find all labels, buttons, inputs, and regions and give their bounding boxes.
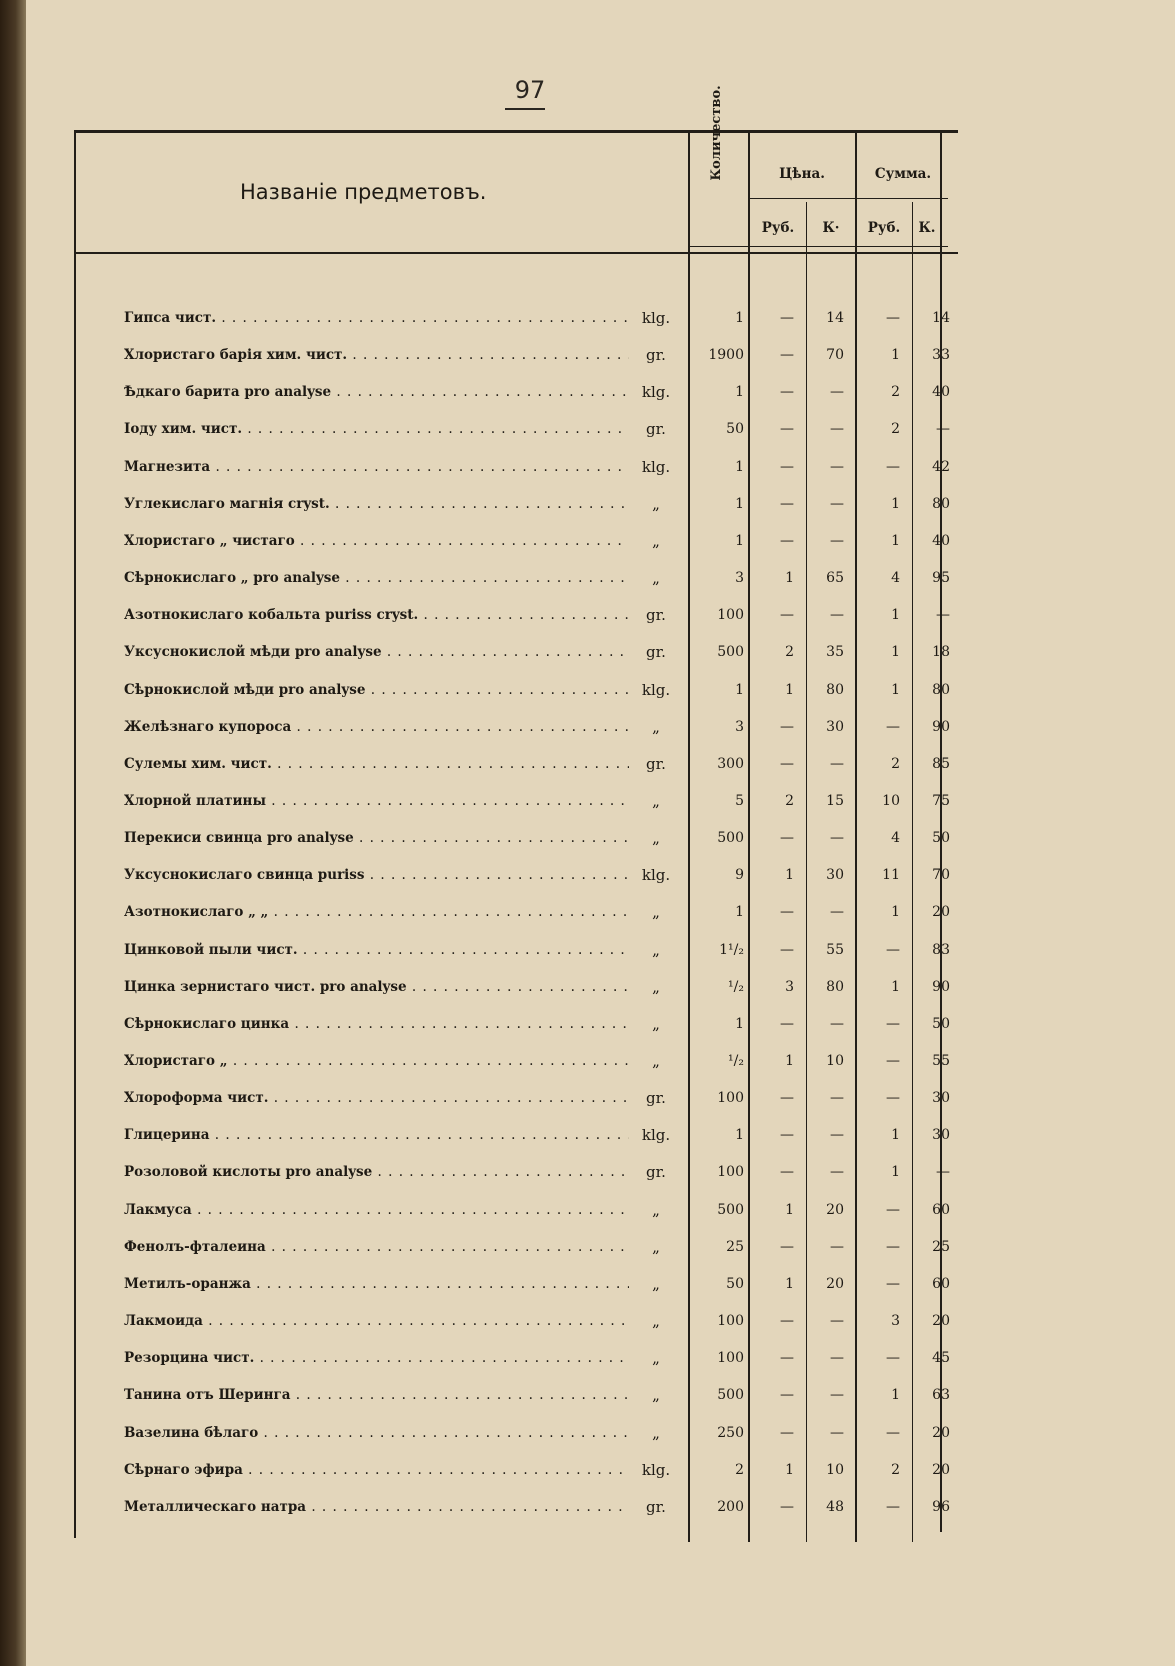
table-row xyxy=(0,417,1175,454)
item-quantity: 300 xyxy=(717,755,744,772)
item-name: Метилъ-оранжа . . . xyxy=(124,1272,629,1296)
item-quantity: 200 xyxy=(717,1498,744,1515)
table-top-rule xyxy=(74,130,958,133)
item-unit: klg. xyxy=(641,680,671,699)
item-unit: „ xyxy=(652,1237,660,1256)
table-row xyxy=(0,1421,1175,1458)
table-row xyxy=(0,1346,1175,1383)
item-sum-rub: — xyxy=(886,718,900,735)
item-price-rub: — xyxy=(780,1387,794,1404)
item-sum-kop: 30 xyxy=(932,1090,950,1107)
item-price-kop: — xyxy=(830,1238,844,1255)
item-name: Сѣрнаго эфира . . . xyxy=(124,1458,629,1482)
item-unit: „ xyxy=(652,1274,660,1293)
item-sum-kop: 33 xyxy=(932,347,950,364)
item-price-rub: — xyxy=(780,755,794,772)
item-sum-rub: 1 xyxy=(891,495,900,512)
item-price-rub: 1 xyxy=(785,1275,794,1292)
item-unit: gr. xyxy=(646,1163,666,1182)
item-sum-kop: 83 xyxy=(932,941,950,958)
table-row xyxy=(0,1012,1175,1049)
item-quantity: 1 xyxy=(735,681,744,698)
item-price-rub: 1 xyxy=(785,681,794,698)
item-sum-kop: 20 xyxy=(932,1461,950,1478)
table-row xyxy=(0,789,1175,826)
item-name: Хлористаго барія хим. чист. . . . xyxy=(124,343,629,367)
item-price-kop: 30 xyxy=(826,867,844,884)
item-sum-rub: 10 xyxy=(882,792,900,809)
table-row xyxy=(0,1272,1175,1309)
item-price-kop: — xyxy=(830,607,844,624)
table-row xyxy=(0,343,1175,380)
item-price-kop: 55 xyxy=(826,941,844,958)
item-price-rub: — xyxy=(780,1015,794,1032)
item-sum-kop: 55 xyxy=(932,1053,950,1069)
item-quantity: 1900 xyxy=(708,347,744,364)
item-name: Сѣрнокислаго цинка . . . xyxy=(124,1012,629,1036)
item-quantity: ¹/₂ xyxy=(728,1053,744,1069)
item-quantity: 100 xyxy=(717,1164,744,1181)
item-quantity: 2 xyxy=(735,1461,744,1478)
item-name: Сулемы хим. чист. . . . xyxy=(124,752,629,776)
item-name: Цинковой пыли чист. . . . xyxy=(124,938,629,962)
item-sum-kop: 20 xyxy=(932,1424,950,1441)
item-price-kop: — xyxy=(830,1127,844,1144)
item-price-kop: 48 xyxy=(826,1498,844,1515)
item-price-rub: — xyxy=(780,310,794,326)
item-price-kop: — xyxy=(830,904,844,921)
item-name: Уксуснокислой мѣди pro analyse . . . xyxy=(124,640,629,664)
item-name: Гипса чист. . . . xyxy=(124,306,629,330)
item-sum-kop: — xyxy=(936,1164,950,1181)
item-quantity: 100 xyxy=(717,1313,744,1330)
item-price-rub: 1 xyxy=(785,1053,794,1069)
item-price-rub: — xyxy=(780,830,794,847)
item-price-rub: — xyxy=(780,384,794,401)
item-sum-rub: — xyxy=(886,1015,900,1032)
item-unit: gr. xyxy=(646,754,666,773)
item-price-rub: — xyxy=(780,904,794,921)
table-row xyxy=(0,863,1175,900)
table-row xyxy=(0,752,1175,789)
page-number: 97 xyxy=(514,76,546,104)
item-name: Азотнокислаго „ „ . . . xyxy=(124,900,629,924)
item-name: Розоловой кислоты pro analyse . . . xyxy=(124,1160,629,1184)
item-sum-kop: 70 xyxy=(932,867,950,884)
item-quantity: 1 xyxy=(735,1127,744,1144)
table-row xyxy=(0,1458,1175,1495)
item-price-kop: — xyxy=(830,755,844,772)
table-row xyxy=(0,1049,1175,1086)
item-unit: „ xyxy=(652,717,660,736)
item-price-rub: — xyxy=(780,347,794,364)
item-sum-rub: 1 xyxy=(891,607,900,624)
item-sum-rub: 2 xyxy=(891,755,900,772)
item-sum-kop: 20 xyxy=(932,1313,950,1330)
item-quantity: 500 xyxy=(717,644,744,661)
item-price-rub: — xyxy=(780,1127,794,1144)
header-item-name: Названіе предметовъ. xyxy=(240,180,487,204)
item-sum-kop: 30 xyxy=(932,1127,950,1144)
item-sum-rub: 1 xyxy=(891,1164,900,1181)
item-sum-kop: 50 xyxy=(932,1015,950,1032)
item-price-rub: 1 xyxy=(785,1461,794,1478)
item-sum-kop: 80 xyxy=(932,681,950,698)
item-sum-kop: 90 xyxy=(932,718,950,735)
item-name: Сѣрнокислаго „ pro analyse . . . xyxy=(124,566,629,590)
item-quantity: 9 xyxy=(735,867,744,884)
item-sum-kop: 20 xyxy=(932,904,950,921)
item-unit: „ xyxy=(652,494,660,513)
item-name: Іоду хим. чист. . . . xyxy=(124,417,629,441)
table-row xyxy=(0,1235,1175,1272)
header-price: Цѣна. xyxy=(779,166,825,182)
item-name: Желѣзнаго купороса . . . xyxy=(124,715,629,739)
table-row xyxy=(0,826,1175,863)
item-unit: klg. xyxy=(641,866,671,885)
item-price-kop: — xyxy=(830,1313,844,1330)
item-name: Металлическаго натра . . . xyxy=(124,1495,629,1519)
item-price-rub: 2 xyxy=(785,792,794,809)
table-row xyxy=(0,1160,1175,1197)
table-row xyxy=(0,1198,1175,1235)
item-price-rub: 3 xyxy=(785,978,794,995)
item-name: Перекиси свинца pro analyse . . . xyxy=(124,826,629,850)
item-unit: gr. xyxy=(646,1089,666,1108)
item-sum-rub: 1 xyxy=(891,532,900,549)
item-sum-rub: — xyxy=(886,458,900,475)
item-price-kop: — xyxy=(830,1164,844,1181)
item-name: Лакмуса . . . xyxy=(124,1198,629,1222)
item-quantity: 1 xyxy=(735,384,744,401)
item-quantity: 250 xyxy=(717,1424,744,1441)
item-name: Углекислаго магнія cryst. . . . xyxy=(124,492,629,516)
item-price-rub: — xyxy=(780,1498,794,1515)
table-row xyxy=(0,566,1175,603)
item-quantity: 1 xyxy=(735,532,744,549)
item-price-rub: — xyxy=(780,1090,794,1107)
item-name: Сѣрнокислой мѣди pro analyse . . . xyxy=(124,678,629,702)
item-price-rub: 1 xyxy=(785,1201,794,1218)
item-price-kop: 15 xyxy=(826,792,844,809)
table-row xyxy=(0,1086,1175,1123)
header-bottom-rule xyxy=(74,252,958,254)
item-sum-kop: 50 xyxy=(932,830,950,847)
item-price-kop: — xyxy=(830,1424,844,1441)
item-price-kop: — xyxy=(830,830,844,847)
item-quantity: 500 xyxy=(717,1387,744,1404)
item-unit: „ xyxy=(652,1423,660,1442)
item-quantity: 3 xyxy=(735,718,744,735)
item-sum-rub: 4 xyxy=(891,570,900,587)
item-sum-rub: 2 xyxy=(891,1461,900,1478)
item-price-rub: — xyxy=(780,607,794,624)
item-sum-rub: — xyxy=(886,1424,900,1441)
item-sum-rub: — xyxy=(886,1350,900,1367)
item-price-kop: — xyxy=(830,458,844,475)
item-name: Уксуснокислаго свинца puriss . . . xyxy=(124,863,629,887)
item-quantity: 100 xyxy=(717,607,744,624)
item-sum-kop: 60 xyxy=(932,1201,950,1218)
item-unit: „ xyxy=(652,1386,660,1405)
item-sum-kop: 45 xyxy=(932,1350,950,1367)
header-price-kop: К· xyxy=(822,220,840,236)
item-price-kop: 70 xyxy=(826,347,844,364)
item-sum-rub: 3 xyxy=(891,1313,900,1330)
header-sum-kop: К. xyxy=(918,220,936,236)
item-price-rub: — xyxy=(780,1164,794,1181)
item-price-rub: — xyxy=(780,718,794,735)
item-sum-rub: 1 xyxy=(891,978,900,995)
item-sum-kop: 63 xyxy=(932,1387,950,1404)
item-sum-rub: 1 xyxy=(891,1387,900,1404)
item-sum-kop: 75 xyxy=(932,792,950,809)
item-quantity: 1 xyxy=(735,458,744,475)
item-sum-kop: 96 xyxy=(932,1498,950,1515)
item-price-kop: 30 xyxy=(826,718,844,735)
item-quantity: 1¹/₂ xyxy=(719,941,744,958)
item-sum-rub: 1 xyxy=(891,644,900,661)
item-sum-rub: 11 xyxy=(882,867,900,884)
item-quantity: 25 xyxy=(726,1238,744,1255)
item-sum-rub: 2 xyxy=(891,384,900,401)
item-unit: klg. xyxy=(641,1460,671,1479)
item-sum-kop: 42 xyxy=(932,458,950,475)
item-unit: gr. xyxy=(646,1497,666,1516)
item-unit: „ xyxy=(652,791,660,810)
item-price-kop: 20 xyxy=(826,1201,844,1218)
item-unit: gr. xyxy=(646,643,666,662)
header-price-rub: Руб. xyxy=(761,220,795,236)
item-sum-kop: 14 xyxy=(932,310,950,326)
item-sum-kop: — xyxy=(936,607,950,624)
item-sum-kop: 18 xyxy=(932,644,950,661)
table-row xyxy=(0,603,1175,640)
item-name: Резорцина чист. . . . xyxy=(124,1346,629,1370)
table-row xyxy=(0,1383,1175,1420)
table-row xyxy=(0,715,1175,752)
item-price-rub: 2 xyxy=(785,644,794,661)
item-name: Ѣдкаго барита pro analyse . . . xyxy=(124,380,629,404)
item-quantity: 50 xyxy=(726,421,744,438)
item-unit: „ xyxy=(652,1312,660,1331)
item-quantity: 3 xyxy=(735,570,744,587)
item-quantity: ¹/₂ xyxy=(728,978,744,995)
item-sum-rub: — xyxy=(886,1090,900,1107)
item-price-rub: — xyxy=(780,1238,794,1255)
item-sum-kop: 80 xyxy=(932,495,950,512)
header-sum: Сумма. xyxy=(874,166,932,182)
item-price-kop: 80 xyxy=(826,681,844,698)
item-unit: „ xyxy=(652,1200,660,1219)
item-price-rub: — xyxy=(780,421,794,438)
item-name: Хлороформа чист. . . . xyxy=(124,1086,629,1110)
item-sum-rub: 4 xyxy=(891,830,900,847)
table-row xyxy=(0,1309,1175,1346)
item-name: Фенолъ-фталеина . . . xyxy=(124,1235,629,1259)
item-sum-rub: 1 xyxy=(891,1127,900,1144)
item-quantity: 50 xyxy=(726,1275,744,1292)
item-sum-rub: 2 xyxy=(891,421,900,438)
item-price-kop: 10 xyxy=(826,1461,844,1478)
item-name: Магнезита . . . xyxy=(124,455,629,479)
table-row xyxy=(0,640,1175,677)
table-row xyxy=(0,900,1175,937)
item-sum-kop: 40 xyxy=(932,532,950,549)
item-unit: „ xyxy=(652,1349,660,1368)
header-sum-rub: Руб. xyxy=(867,220,901,236)
item-sum-kop: — xyxy=(936,421,950,438)
item-unit: „ xyxy=(652,531,660,550)
item-sum-kop: 90 xyxy=(932,978,950,995)
item-sum-kop: 25 xyxy=(932,1238,950,1255)
table-row xyxy=(0,1495,1175,1532)
item-name: Хлорной платины . . . xyxy=(124,789,629,813)
item-price-kop: 80 xyxy=(826,978,844,995)
item-unit: „ xyxy=(652,903,660,922)
item-price-rub: — xyxy=(780,532,794,549)
item-price-rub: 1 xyxy=(785,570,794,587)
table-row xyxy=(0,529,1175,566)
item-price-kop: — xyxy=(830,1350,844,1367)
item-quantity: 500 xyxy=(717,1201,744,1218)
item-quantity: 5 xyxy=(735,792,744,809)
item-name: Азотнокислаго кобальта puriss cryst. . . . xyxy=(124,603,629,627)
page-number-rule xyxy=(505,108,545,110)
item-quantity: 100 xyxy=(717,1350,744,1367)
item-quantity: 500 xyxy=(717,830,744,847)
item-price-rub: — xyxy=(780,1313,794,1330)
item-price-rub: — xyxy=(780,458,794,475)
table-row xyxy=(0,1123,1175,1160)
item-name: Хлористаго „ . . . xyxy=(124,1049,629,1073)
item-name: Хлористаго „ чистаго . . . xyxy=(124,529,629,553)
item-price-rub: — xyxy=(780,1424,794,1441)
header-subrule xyxy=(748,198,948,199)
item-price-kop: — xyxy=(830,495,844,512)
item-price-rub: — xyxy=(780,495,794,512)
item-sum-rub: — xyxy=(886,1238,900,1255)
item-sum-rub: — xyxy=(886,1498,900,1515)
item-unit: „ xyxy=(652,1014,660,1033)
item-quantity: 1 xyxy=(735,495,744,512)
item-unit: „ xyxy=(652,569,660,588)
item-price-kop: 14 xyxy=(826,310,844,326)
item-unit: „ xyxy=(652,940,660,959)
item-unit: klg. xyxy=(641,383,671,402)
item-sum-rub: 1 xyxy=(891,904,900,921)
item-sum-kop: 95 xyxy=(932,570,950,587)
item-sum-kop: 60 xyxy=(932,1275,950,1292)
item-sum-rub: — xyxy=(886,1201,900,1218)
item-quantity: 1 xyxy=(735,310,744,326)
item-price-rub: — xyxy=(780,1350,794,1367)
header-quantity: Количество. xyxy=(709,85,724,181)
item-price-kop: 10 xyxy=(826,1053,844,1069)
table-row xyxy=(0,938,1175,975)
header-subrule xyxy=(688,246,948,247)
item-sum-rub: 1 xyxy=(891,347,900,364)
table-row xyxy=(0,678,1175,715)
item-name: Цинка зернистаго чист. pro analyse . . . xyxy=(124,975,629,999)
item-price-rub: 1 xyxy=(785,867,794,884)
item-unit: „ xyxy=(652,1052,660,1070)
item-price-rub: — xyxy=(780,941,794,958)
item-unit: „ xyxy=(652,977,660,996)
item-unit: gr. xyxy=(646,420,666,439)
table-row xyxy=(0,975,1175,1012)
item-sum-rub: 1 xyxy=(891,681,900,698)
item-sum-rub: — xyxy=(886,941,900,958)
item-sum-rub: — xyxy=(886,1053,900,1069)
item-name: Танина отъ Шеринга . . . xyxy=(124,1383,629,1407)
item-price-kop: — xyxy=(830,1015,844,1032)
item-unit: klg. xyxy=(641,309,671,327)
item-unit: klg. xyxy=(641,1126,671,1145)
item-unit: gr. xyxy=(646,606,666,625)
item-quantity: 1 xyxy=(735,904,744,921)
item-price-kop: 35 xyxy=(826,644,844,661)
table-row xyxy=(0,380,1175,417)
item-price-kop: — xyxy=(830,1090,844,1107)
item-sum-rub: — xyxy=(886,1275,900,1292)
item-quantity: 100 xyxy=(717,1090,744,1107)
item-price-kop: — xyxy=(830,532,844,549)
item-sum-rub: — xyxy=(886,310,900,326)
table-row xyxy=(0,492,1175,529)
item-name: Лакмоида . . . xyxy=(124,1309,629,1333)
item-price-kop: — xyxy=(830,384,844,401)
item-unit: „ xyxy=(652,829,660,848)
item-price-kop: — xyxy=(830,1387,844,1404)
item-price-kop: 20 xyxy=(826,1275,844,1292)
item-unit: gr. xyxy=(646,346,666,365)
item-sum-kop: 40 xyxy=(932,384,950,401)
item-price-kop: — xyxy=(830,421,844,438)
item-sum-kop: 85 xyxy=(932,755,950,772)
table-row xyxy=(0,306,1175,343)
item-unit: klg. xyxy=(641,457,671,476)
item-name: Глицерина . . . xyxy=(124,1123,629,1147)
table-row xyxy=(0,455,1175,492)
item-name: Вазелина бѣлаго . . . xyxy=(124,1421,629,1445)
item-quantity: 1 xyxy=(735,1015,744,1032)
item-price-kop: 65 xyxy=(826,570,844,587)
